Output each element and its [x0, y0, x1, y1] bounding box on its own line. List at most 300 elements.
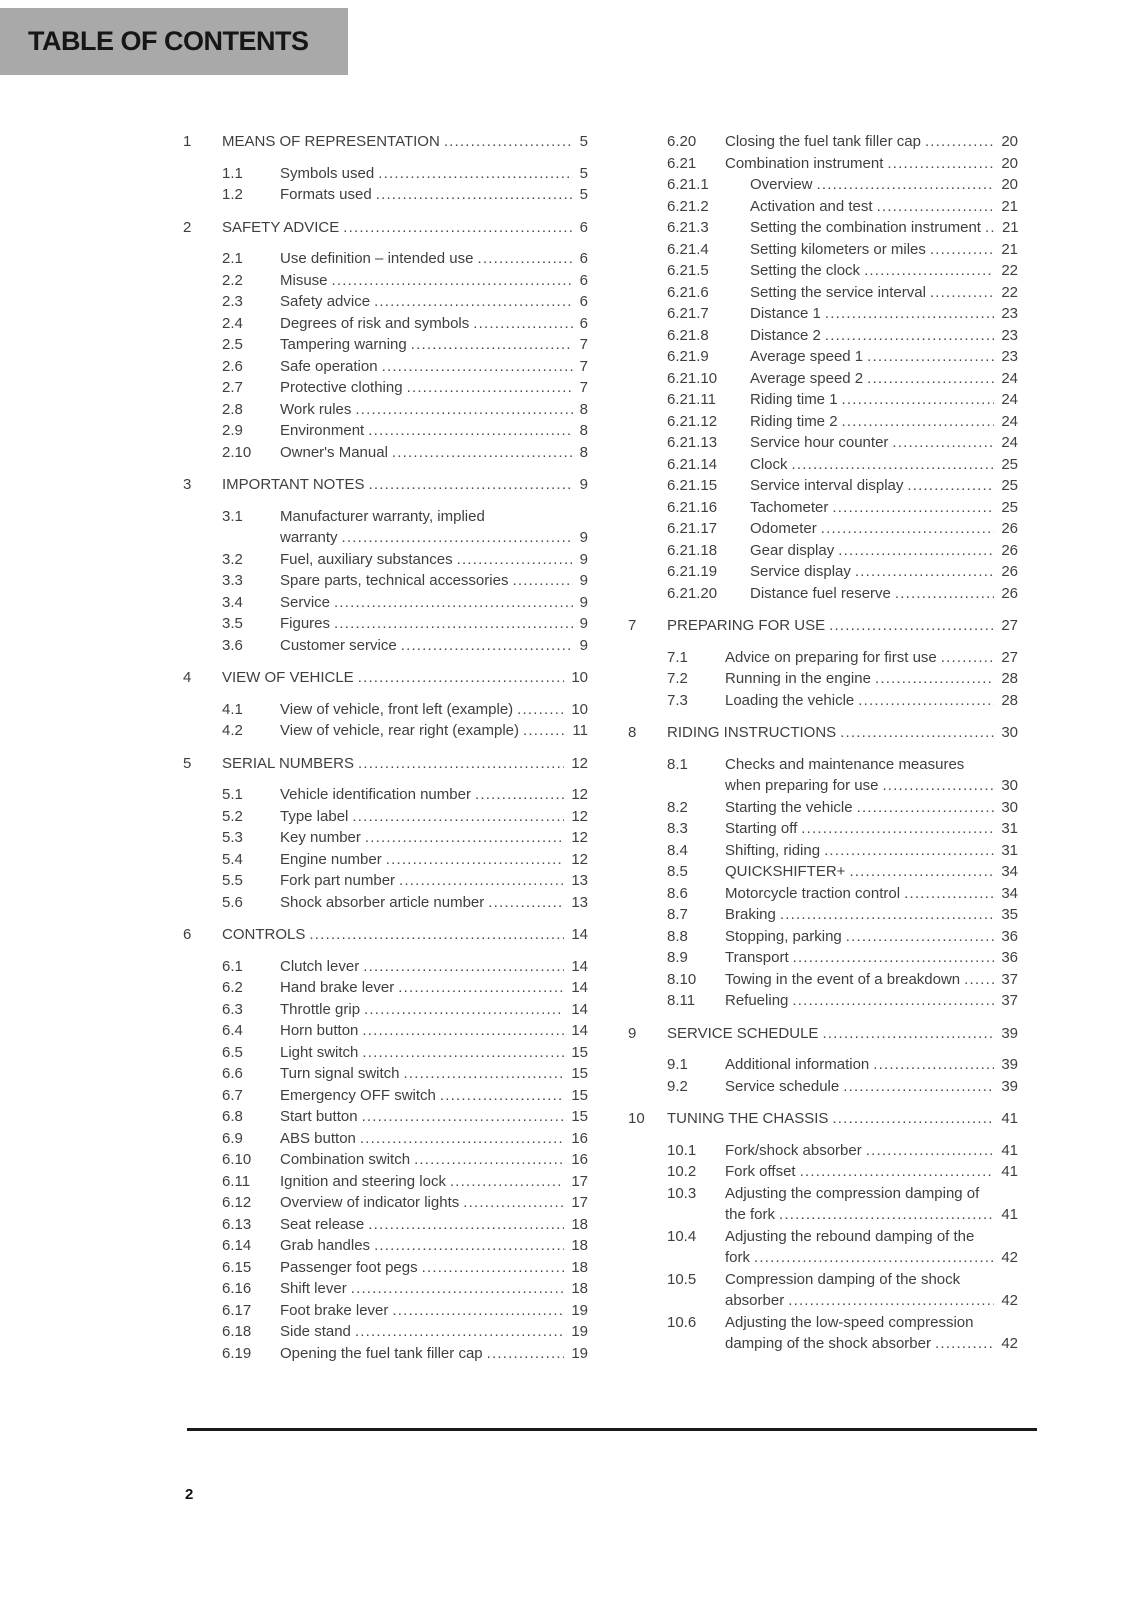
toc-entry-page: 12 [571, 786, 588, 803]
toc-entry [628, 497, 1018, 519]
toc-entry-page: 14 [571, 1022, 588, 1039]
toc-entry-page: 8 [579, 400, 588, 418]
toc-entry-number: 6.3 [222, 1000, 243, 1018]
toc-entry-title: Gear display [750, 541, 835, 559]
toc-entry [628, 754, 1018, 797]
toc-entry-title: Fork part number [280, 872, 396, 889]
toc-entry-title: Overview [750, 176, 813, 193]
toc-entry-title: Formats used [280, 186, 372, 203]
toc-entry-title: Shifting, riding [725, 841, 821, 859]
toc-entry-page: 12 [571, 829, 588, 846]
toc-entry [183, 570, 588, 592]
toc-entry-title: Setting kilometers or miles [750, 240, 926, 258]
toc-entry-title: Shock absorber article number [280, 893, 485, 911]
toc-entry-number: 8.6 [667, 884, 688, 902]
toc-entry-page: 31 [1001, 841, 1018, 859]
toc-entry-page: 28 [1001, 691, 1018, 709]
toc-entry-title: Opening the fuel tank filler cap [280, 1344, 483, 1362]
toc-entry-number: 6.21.4 [667, 240, 709, 258]
toc-entry-title: Spare parts, technical accessories [280, 572, 509, 589]
dot-leader [792, 454, 995, 476]
toc-entry [628, 368, 1018, 390]
toc-entry-page: 41 [1001, 1110, 1018, 1127]
toc-entry-page: 18 [571, 1258, 588, 1276]
toc-entry-number: 6.13 [222, 1215, 252, 1233]
toc-entry [183, 1063, 588, 1085]
toc-entry-title: Tachometer [750, 498, 829, 516]
dot-leader [368, 1214, 564, 1236]
toc-entry [628, 1183, 1018, 1226]
toc-entry-number: 10.6 [667, 1313, 697, 1331]
toc-entry [628, 411, 1018, 433]
toc-entry-number: 10.2 [667, 1163, 697, 1180]
toc-entry-title: Start button [280, 1108, 358, 1125]
toc-entry-page: 23 [1001, 348, 1018, 365]
dot-leader [477, 248, 572, 270]
toc-entry-title: warranty [280, 529, 338, 546]
toc-entry [628, 926, 1018, 948]
dot-leader [358, 753, 564, 775]
toc-entry-page: 15 [571, 1086, 588, 1104]
toc-entry-title: Hand brake lever [280, 979, 395, 996]
toc-entry-page: 14 [571, 1000, 588, 1018]
dot-leader [887, 153, 994, 175]
toc-entry-number: 6.21.7 [667, 305, 709, 322]
dot-leader [404, 1063, 565, 1085]
toc-entry [628, 818, 1018, 840]
toc-entry-number: 7 [628, 617, 637, 634]
dot-leader [309, 924, 564, 946]
dot-leader [866, 1140, 995, 1162]
dot-leader [358, 667, 565, 689]
toc-entry-page: 15 [571, 1108, 588, 1125]
toc-entry [183, 1321, 588, 1343]
toc-entry-title: when preparing for use [725, 777, 879, 794]
toc-entry-number: 7.1 [667, 648, 688, 666]
toc-entry-number: 6.21.17 [667, 520, 718, 537]
toc-entry-page: 9 [579, 529, 588, 546]
toc-entry-number: 8.4 [667, 841, 688, 859]
dot-leader [801, 818, 994, 840]
dot-leader [907, 475, 994, 497]
toc-entry [183, 999, 588, 1021]
toc-entry-page: 13 [571, 893, 588, 911]
toc-entry-title: MEANS OF REPRESENTATION [222, 133, 440, 150]
toc-entry-title: Setting the combination instrument [750, 219, 981, 236]
toc-entry [183, 1020, 588, 1042]
toc-entry [183, 184, 588, 206]
toc-entry-title: Compression damping of the shock [725, 1270, 961, 1288]
toc-entry-title: Figures [280, 615, 331, 632]
toc-entry-title: View of vehicle, rear right (example) [280, 722, 519, 739]
toc-entry-title: Customer service [280, 636, 397, 654]
toc-entry-number: 3.1 [222, 507, 243, 525]
toc-entry-title: Combination switch [280, 1151, 411, 1168]
toc-entry-page: 19 [571, 1323, 588, 1340]
toc-entry [628, 840, 1018, 862]
toc-entry-number: 5 [183, 754, 192, 772]
toc-entry-number: 6.21.3 [667, 219, 709, 236]
toc-entry-title: Service display [750, 563, 851, 580]
toc-entry-page: 15 [571, 1065, 588, 1082]
toc-entry-number: 5.6 [222, 893, 243, 911]
toc-entry-title: Average speed 2 [750, 369, 864, 387]
toc-right-column [628, 120, 1018, 1364]
toc-entry-number: 6.12 [222, 1194, 252, 1211]
toc-entry-title: Clock [750, 455, 788, 473]
toc-entry-title: SERIAL NUMBERS [222, 754, 354, 772]
toc-entry-page: 20 [1001, 176, 1018, 193]
dot-leader [411, 334, 573, 356]
toc-entry-number: 6.15 [222, 1258, 252, 1276]
toc-entry [183, 549, 588, 571]
toc-entry-title: SERVICE SCHEDULE [667, 1024, 819, 1042]
toc-entry-page: 39 [1001, 1024, 1018, 1042]
toc-entry-page: 41 [1001, 1206, 1018, 1223]
dot-leader [904, 883, 994, 905]
toc-entry-page: 24 [1001, 369, 1018, 387]
toc-entry-title: Key number [280, 829, 361, 846]
toc-entry [183, 613, 588, 635]
toc-entry-page: 26 [1001, 584, 1018, 602]
dot-leader [512, 570, 572, 592]
toc-entry-number: 6.11 [222, 1172, 251, 1190]
toc-entry-page: 14 [571, 957, 588, 975]
toc-entry [183, 131, 588, 153]
footer-divider [187, 1428, 1037, 1431]
toc-entry-title: Distance fuel reserve [750, 584, 891, 602]
toc-entry-number: 10.4 [667, 1227, 697, 1245]
toc-entry-title: Side stand [280, 1323, 351, 1340]
toc-entry-number: 6.21.10 [667, 369, 718, 387]
dot-leader [895, 583, 994, 605]
toc-entry-title: Ignition and steering lock [280, 1172, 446, 1190]
toc-entry-page: 41 [1001, 1141, 1018, 1159]
toc-entry-page: 14 [571, 926, 588, 943]
toc-entry-title: damping of the shock absorber [725, 1335, 931, 1352]
toc-entry [628, 1023, 1018, 1045]
toc-entry-title: Odometer [750, 520, 817, 537]
toc-entry-number: 8.7 [667, 906, 688, 923]
page-header [0, 8, 348, 75]
toc-entry-page: 6 [579, 250, 588, 267]
toc-entry-page: 24 [1001, 412, 1018, 430]
dot-leader [930, 282, 994, 304]
dot-leader [343, 217, 572, 239]
toc-entry-title: Service interval display [750, 477, 904, 494]
toc-entry-number: 6.21.11 [667, 391, 716, 408]
dot-leader [858, 690, 994, 712]
dot-leader [378, 163, 572, 185]
toc-entry-number: 8.2 [667, 798, 688, 816]
toc-entry-number: 2.3 [222, 293, 243, 310]
toc-entry-number: 6 [183, 926, 192, 943]
toc-entry-page: 6 [579, 293, 588, 310]
toc-entry-number: 2.4 [222, 314, 243, 332]
toc-entry-number: 8.9 [667, 949, 688, 966]
toc-entry-title: Fork offset [725, 1163, 796, 1180]
toc-entry-title: Adjusting the compression damping of [725, 1184, 980, 1202]
toc-entry-title: the fork [725, 1206, 776, 1223]
toc-entry-title: Adjusting the low-speed compression [725, 1313, 974, 1331]
toc-entry-number: 8.3 [667, 820, 688, 837]
toc-entry-title: Distance 2 [750, 326, 821, 344]
dot-leader [875, 668, 994, 690]
toc-entry-page: 21 [1001, 219, 1019, 236]
toc-entry-page: 21 [1001, 197, 1018, 215]
dot-leader [457, 549, 573, 571]
toc-entry-page: 6 [579, 314, 588, 332]
toc-entry-title: Type label [280, 807, 349, 825]
toc-entry-number: 5.4 [222, 850, 243, 868]
toc-entry-page: 18 [571, 1280, 588, 1297]
toc-entry-number: 6.21.6 [667, 283, 709, 301]
toc-entry-page: 24 [1001, 434, 1018, 451]
toc-entry-title: Closing the fuel tank filler cap [725, 133, 921, 150]
toc-entry-page: 5 [579, 164, 588, 182]
dot-leader [825, 303, 994, 325]
toc-entry-page: 24 [1001, 391, 1018, 408]
toc-entry-number: 6.18 [222, 1323, 252, 1340]
toc-entry-page: 23 [1001, 305, 1018, 322]
toc-entry-number: 6.21.16 [667, 498, 718, 516]
toc-entry-page: 9 [579, 550, 588, 568]
toc-entry [183, 1257, 588, 1279]
toc-entry-number: 6.19 [222, 1344, 252, 1362]
dot-leader [463, 1192, 564, 1214]
toc-entry-title: Checks and maintenance measures [725, 755, 965, 773]
toc-entry [183, 1106, 588, 1128]
toc-entry-title: Owner's Manual [280, 443, 388, 461]
toc-entry-title: Vehicle identification number [280, 786, 471, 803]
toc-entry [628, 797, 1018, 819]
toc-entry-page: 42 [1001, 1335, 1018, 1352]
toc-entry-page: 34 [1001, 884, 1018, 902]
dot-leader [332, 270, 573, 292]
toc-entry-number: 6.5 [222, 1043, 243, 1061]
toc-entry-number: 6.17 [222, 1301, 252, 1319]
toc-entry-page: 8 [579, 443, 588, 461]
dot-leader [355, 399, 572, 421]
toc-entry-number: 1 [183, 133, 192, 150]
dot-leader [825, 325, 994, 347]
toc-entry-number: 10.5 [667, 1270, 697, 1288]
toc-entry-number: 9.2 [667, 1077, 688, 1095]
dot-leader [779, 1204, 994, 1226]
toc-entry-title: CONTROLS [222, 926, 306, 943]
toc-entry-title: Use definition – intended use [280, 250, 474, 267]
toc-entry-title: Safety advice [280, 293, 371, 310]
toc-entry-number: 6.21.18 [667, 541, 718, 559]
dot-leader [829, 615, 994, 637]
dot-leader [930, 239, 994, 261]
toc-entry-page: 21 [1001, 240, 1018, 258]
toc-entry-title: Protective clothing [280, 379, 403, 396]
dot-leader [369, 474, 573, 496]
toc-entry-page: 25 [1001, 498, 1018, 516]
dot-leader [754, 1247, 994, 1269]
toc-entry-page: 42 [1001, 1292, 1018, 1309]
toc-entry-page: 41 [1001, 1163, 1018, 1180]
dot-leader [824, 840, 994, 862]
toc-entry-page: 28 [1001, 670, 1018, 687]
toc-entry-page: 6 [579, 218, 588, 236]
toc-entry-number: 5.1 [222, 786, 243, 803]
dot-leader [363, 956, 564, 978]
dot-leader [892, 432, 994, 454]
dot-leader [843, 1076, 994, 1098]
dot-leader [422, 1257, 565, 1279]
toc-entry [628, 668, 1018, 690]
toc-entry-title: Setting the clock [750, 262, 861, 279]
dot-leader [450, 1171, 564, 1193]
toc-entry-title: Grab handles [280, 1237, 371, 1254]
dot-leader [440, 1085, 564, 1107]
toc-entry-page: 27 [1001, 617, 1018, 634]
toc-entry-page: 27 [1001, 648, 1018, 666]
dot-leader [867, 368, 994, 390]
toc-entry [183, 420, 588, 442]
toc-entry-title: Work rules [280, 400, 352, 418]
dot-leader [414, 1149, 564, 1171]
toc-entry-title: Shift lever [280, 1280, 347, 1297]
toc-entry-number: 3.2 [222, 550, 243, 568]
dot-leader [985, 217, 995, 239]
toc-entry [183, 924, 588, 946]
toc-entry-page: 13 [571, 872, 588, 889]
toc-entry [183, 827, 588, 849]
dot-leader [523, 720, 565, 742]
toc-entry-page: 22 [1001, 262, 1018, 279]
dot-leader [821, 518, 995, 540]
toc-entry-number: 2.2 [222, 271, 243, 289]
toc-entry [183, 1192, 588, 1214]
toc-entry-page: 12 [571, 850, 588, 868]
dot-leader [800, 1161, 995, 1183]
toc-entry-page: 26 [1001, 541, 1018, 559]
dot-leader [362, 1020, 564, 1042]
toc-entry-title: IMPORTANT NOTES [222, 476, 365, 493]
toc-entry-number: 6.4 [222, 1022, 243, 1039]
toc-entry [628, 615, 1018, 637]
toc-entry-page: 37 [1001, 970, 1018, 988]
toc-entry-number: 6.1 [222, 957, 243, 975]
toc-entry-page: 17 [571, 1172, 588, 1190]
toc-entry-number: 2.1 [222, 250, 243, 267]
toc-entry-number: 6.21.19 [667, 563, 718, 580]
dot-leader [840, 722, 994, 744]
toc-entry [628, 990, 1018, 1012]
toc-entry-number: 6.21.1 [667, 176, 709, 193]
toc-entry-page: 31 [1001, 820, 1018, 837]
toc-entry-number: 6.10 [222, 1151, 252, 1168]
toc-entry-page: 25 [1001, 477, 1018, 494]
toc-entry-page: 22 [1001, 283, 1018, 301]
toc-entry-title: Throttle grip [280, 1000, 361, 1018]
toc-entry-number: 9.1 [667, 1056, 688, 1073]
toc-entry-number: 6.21.20 [667, 584, 718, 602]
toc-entry-number: 3.4 [222, 593, 243, 611]
toc-entry-page: 36 [1001, 949, 1018, 966]
toc-entry-number: 2.9 [222, 422, 243, 439]
dot-leader [882, 775, 994, 797]
toc-entry-number: 6.21.2 [667, 197, 709, 215]
toc-entry-page: 39 [1001, 1077, 1018, 1095]
dot-leader [877, 196, 995, 218]
toc-entry-title: SAFETY ADVICE [222, 218, 340, 236]
toc-entry [628, 325, 1018, 347]
toc-entry [183, 592, 588, 614]
toc-entry-number: 6.2 [222, 979, 243, 996]
toc-entry-page: 26 [1001, 520, 1018, 537]
toc-entry-number: 6.8 [222, 1108, 243, 1125]
toc-entry-title: ABS button [280, 1129, 356, 1147]
toc-entry-title: Loading the vehicle [725, 691, 855, 709]
toc-entry [628, 518, 1018, 540]
toc-entry-number: 5.2 [222, 807, 243, 825]
toc-entry [183, 977, 588, 999]
toc-entry-title: Emergency OFF switch [280, 1086, 436, 1104]
toc-entry [628, 346, 1018, 368]
toc-entry [183, 291, 588, 313]
toc-entry-title: Combination instrument [725, 154, 884, 172]
toc-entry-number: 5.5 [222, 872, 243, 889]
toc-entry-page: 19 [571, 1344, 588, 1362]
toc-entry [628, 1054, 1018, 1076]
toc-entry-page: 26 [1001, 563, 1018, 580]
toc-entry [628, 1312, 1018, 1355]
toc-entry [183, 1214, 588, 1236]
dot-leader [398, 977, 564, 999]
toc-entry-title: Advice on preparing for first use [725, 648, 937, 666]
toc-entry-title: Manufacturer warranty, implied [280, 507, 485, 525]
toc-entry [628, 475, 1018, 497]
toc-entry-page: 5 [579, 186, 588, 203]
toc-entry-page: 30 [1001, 798, 1018, 816]
toc-entry-title: Braking [725, 906, 776, 923]
toc-entry [628, 153, 1018, 175]
toc-entry-number: 2.7 [222, 379, 243, 396]
toc-entry-page: 18 [571, 1215, 588, 1233]
toc-entry-page: 16 [571, 1129, 588, 1147]
dot-leader [964, 969, 994, 991]
toc-entry [628, 690, 1018, 712]
toc-entry [628, 260, 1018, 282]
toc-entry-number: 10.3 [667, 1184, 697, 1202]
toc-entry-page: 19 [571, 1301, 588, 1319]
toc-entry-title: Fuel, auxiliary substances [280, 550, 453, 568]
toc-entry [183, 753, 588, 775]
toc-entry-title: absorber [725, 1292, 785, 1309]
toc-entry [628, 947, 1018, 969]
toc-entry-number: 3.5 [222, 615, 243, 632]
table-of-contents [183, 120, 1018, 1364]
dot-leader [376, 184, 573, 206]
toc-entry-page: 9 [579, 615, 588, 632]
toc-entry-title: Degrees of risk and symbols [280, 314, 470, 332]
toc-entry-page: 9 [579, 476, 588, 493]
toc-entry-title: TUNING THE CHASSIS [667, 1110, 829, 1127]
toc-entry-number: 6.21.13 [667, 434, 718, 451]
dot-leader [334, 592, 573, 614]
toc-entry [628, 1161, 1018, 1183]
toc-entry [183, 870, 588, 892]
toc-entry [628, 647, 1018, 669]
toc-entry-title: VIEW OF VEHICLE [222, 669, 354, 686]
toc-entry [183, 956, 588, 978]
toc-entry [628, 1108, 1018, 1130]
dot-leader [855, 561, 994, 583]
